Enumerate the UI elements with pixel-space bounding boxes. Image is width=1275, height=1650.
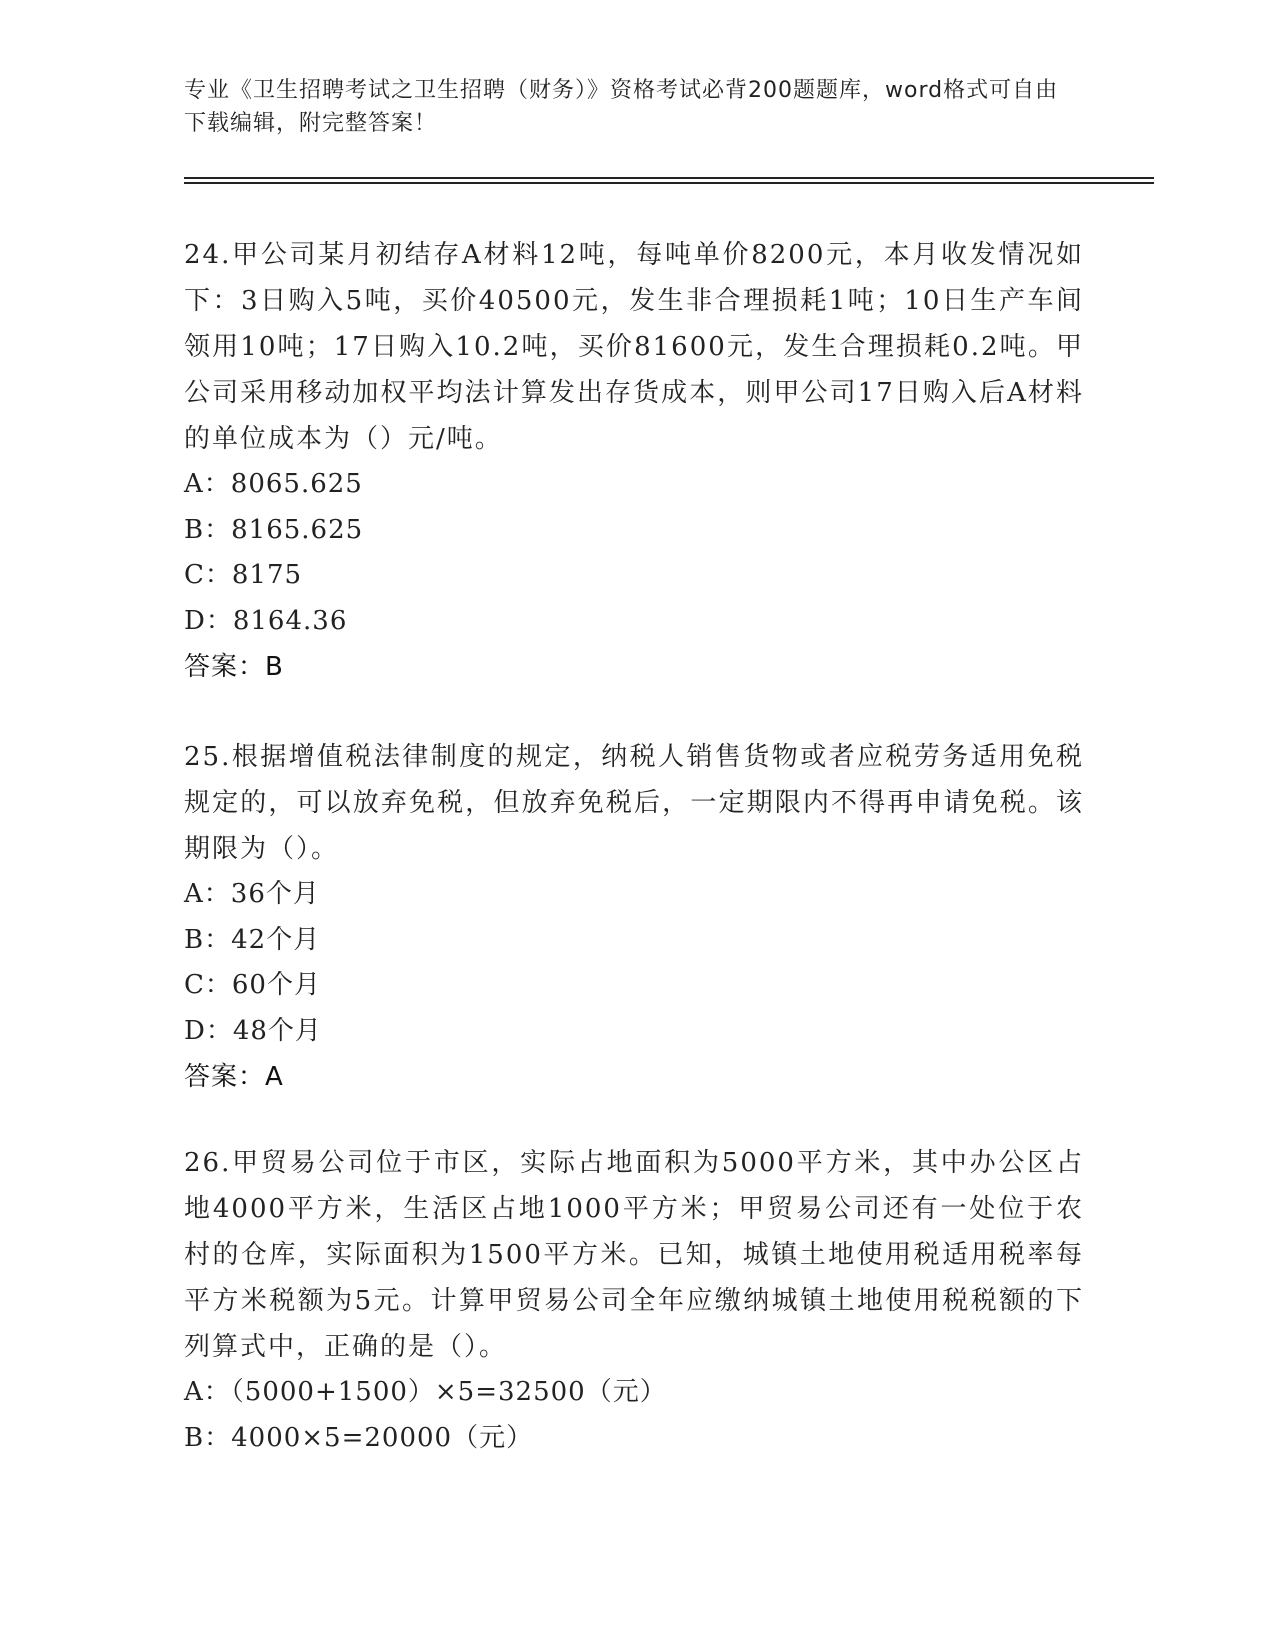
option-c: C：8175 (184, 560, 303, 590)
question-26 (184, 1140, 1084, 1461)
option-a: A：（5000+1500）×5=32500（元） (184, 1377, 667, 1407)
question-24 (184, 232, 1084, 690)
header-divider-top (184, 177, 1154, 179)
question-stem: 25.根据增值税法律制度的规定，纳税人销售货物或者应税劳务适用免税规定的，可以放弃免税，但放弃免税后，一定期限内不得再申请免税。该期限为（）。 (184, 742, 1084, 864)
answer-line: 答案：A (184, 1062, 284, 1092)
option-b: B：8165.625 (184, 514, 364, 545)
option-a: A：36个月 (184, 879, 320, 909)
option-b: B：4000×5=20000（元） (184, 1422, 534, 1453)
option-b: B：42个月 (184, 924, 321, 955)
option-d: D：8164.36 (184, 605, 348, 636)
header-divider-bottom (184, 182, 1154, 184)
option-d: D：48个月 (184, 1015, 322, 1046)
option-a: A：8065.625 (184, 469, 363, 499)
question-stem: 24.甲公司某月初结存A材料12吨，每吨单价8200元，本月收发情况如下：3日购入5吨，买价40500元，发生非合理损耗1吨；10日生产车间领用10吨；17日购入10.2吨，买价81600元，发生合理损耗0.2吨。甲公司采用移动加权平均法计算发出存货成本，则甲公司17日购入后A材料的单位成本为（）元/吨。 (184, 240, 1084, 454)
question-stem: 26.甲贸易公司位于市区，实际占地面积为5000平方米，其中办公区占地4000平方米，生活区占地1000平方米；甲贸易公司还有一处位于农村的仓库，实际面积为1500平方米。已知，城镇土地使用税适用税率每平方米税额为5元。计算甲贸易公司全年应缴纳城镇土地使用税税额的下列算式中，正确的是（）。 (184, 1148, 1084, 1362)
answer-line: 答案：B (184, 652, 284, 682)
question-25 (184, 734, 1084, 1100)
option-c: C：60个月 (184, 970, 321, 1000)
document-header: 专业《卫生招聘考试之卫生招聘（财务）》资格考试必背200题题库，word格式可自由下载编辑，附完整答案！ (184, 78, 1059, 136)
